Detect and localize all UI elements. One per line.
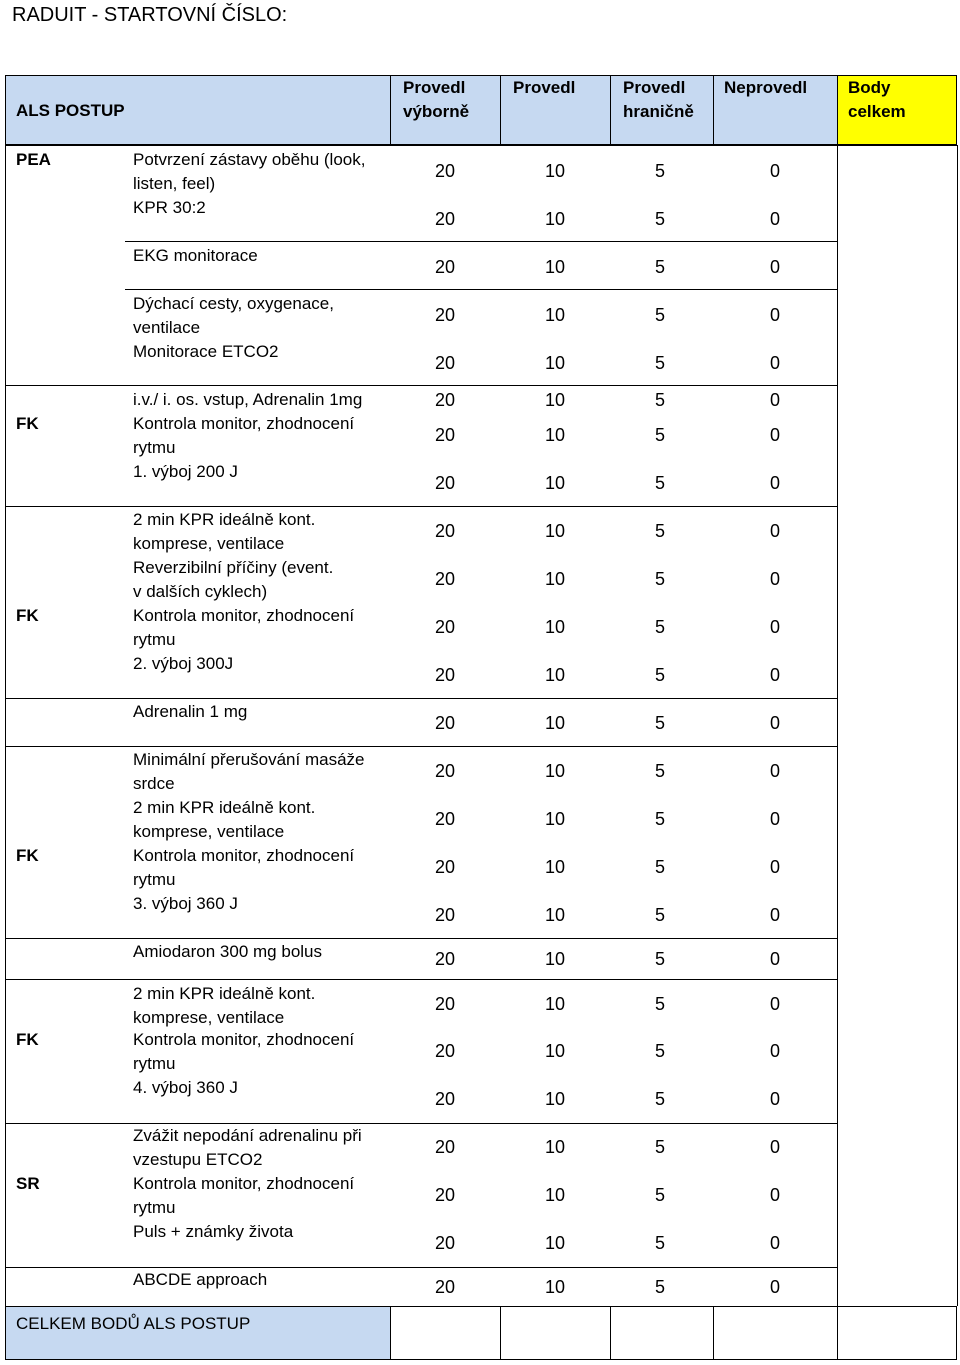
page-title: RADUIT - STARTOVNÍ ČÍSLO:: [12, 4, 288, 26]
score-option: 10: [545, 569, 566, 589]
footer-cell-done: [500, 1306, 610, 1360]
item-text: komprese, ventilace: [133, 822, 285, 841]
score-option: 5: [655, 1041, 666, 1061]
score-option: 0: [770, 1277, 781, 1297]
item-text: rytmu: [133, 1198, 176, 1217]
score-option: 5: [655, 473, 666, 493]
item-text: v dalších cyklech): [133, 582, 268, 601]
score-option: 20: [435, 994, 456, 1014]
item-text: Reverzibilní příčiny (event.: [133, 558, 334, 577]
header-col-total-line1: Body: [848, 78, 891, 97]
score-option: 10: [545, 425, 566, 445]
score-option: 0: [770, 257, 781, 277]
score-option: 0: [770, 353, 781, 373]
score-option: 5: [655, 949, 666, 969]
score-option: 20: [435, 569, 456, 589]
score-option: 5: [655, 1089, 666, 1109]
item-text: Zvážit nepodání adrenalinu při: [133, 1126, 362, 1145]
item-text: 3. výboj 360 J: [133, 894, 238, 913]
score-option: 5: [655, 1277, 666, 1297]
score-option: 10: [545, 1277, 566, 1297]
score-option: 0: [770, 857, 781, 877]
score-option: 0: [770, 305, 781, 325]
score-option: 10: [545, 209, 566, 229]
item-text: Kontrola monitor, zhodnocení: [133, 1030, 355, 1049]
item-text: 1. výboj 200 J: [133, 462, 238, 481]
score-option: 10: [545, 473, 566, 493]
score-option: 20: [435, 809, 456, 829]
score-option: 5: [655, 1137, 666, 1157]
score-option: 5: [655, 425, 666, 445]
score-option: 0: [770, 209, 781, 229]
score-option: 10: [545, 161, 566, 181]
item-text: Kontrola monitor, zhodnocení: [133, 606, 355, 625]
score-option: 0: [770, 390, 781, 410]
score-option: 10: [545, 905, 566, 925]
score-option: 20: [435, 1277, 456, 1297]
score-option: 0: [770, 569, 781, 589]
score-option: 5: [655, 617, 666, 637]
score-option: 10: [545, 1233, 566, 1253]
item-text: Puls + známky života: [133, 1222, 294, 1241]
item-text: Adrenalin 1 mg: [133, 702, 248, 721]
footer-cell-borderline: [610, 1306, 713, 1360]
header-section-label: ALS POSTUP: [16, 101, 125, 120]
item-text: 2 min KPR ideálně kont.: [133, 798, 316, 817]
score-option: 10: [545, 305, 566, 325]
footer-label: CELKEM BODŮ ALS POSTUP: [16, 1314, 251, 1333]
score-option: 5: [655, 857, 666, 877]
score-option: 20: [435, 161, 456, 181]
score-option: 5: [655, 665, 666, 685]
item-text: EKG monitorace: [133, 246, 258, 265]
score-option: 20: [435, 353, 456, 373]
score-option: 20: [435, 905, 456, 925]
score-option: 20: [435, 425, 456, 445]
score-option: 5: [655, 1233, 666, 1253]
item-text: 2 min KPR ideálně kont.: [133, 984, 316, 1003]
group-label: FK: [16, 846, 39, 865]
item-text: Kontrola monitor, zhodnocení: [133, 1174, 355, 1193]
table-footer: [5, 1306, 957, 1360]
item-text: KPR 30:2: [133, 198, 206, 217]
item-text: srdce: [133, 774, 175, 793]
score-option: 10: [545, 1185, 566, 1205]
item-text: Potvrzení zástavy oběhu (look,: [133, 150, 366, 169]
score-option: 5: [655, 713, 666, 733]
score-option: 0: [770, 473, 781, 493]
score-option: 20: [435, 305, 456, 325]
score-option: 0: [770, 994, 781, 1014]
item-text: 2 min KPR ideálně kont.: [133, 510, 316, 529]
score-option: 20: [435, 949, 456, 969]
score-option: 5: [655, 305, 666, 325]
header-col-excellent-line2: výborně: [403, 102, 470, 121]
footer-cell-not-done: [713, 1306, 837, 1360]
item-text: vzestupu ETCO2: [133, 1150, 263, 1169]
item-text: listen, feel): [133, 174, 216, 193]
score-option: 10: [545, 809, 566, 829]
score-option: 0: [770, 521, 781, 541]
item-text: Dýchací cesty, oxygenace,: [133, 294, 334, 313]
score-option: 20: [435, 521, 456, 541]
score-option: 10: [545, 521, 566, 541]
score-option: 10: [545, 1137, 566, 1157]
score-option: 5: [655, 809, 666, 829]
group-label: FK: [16, 1030, 39, 1049]
score-option: 5: [655, 161, 666, 181]
score-option: 10: [545, 1089, 566, 1109]
group-label: PEA: [16, 150, 51, 169]
score-option: 5: [655, 353, 666, 373]
score-option: 5: [655, 257, 666, 277]
item-text: komprese, ventilace: [133, 1008, 285, 1027]
score-option: 0: [770, 713, 781, 733]
score-option: 0: [770, 1185, 781, 1205]
header-col-borderline-line2: hraničně: [623, 102, 694, 121]
score-option: 0: [770, 1041, 781, 1061]
score-option: 20: [435, 390, 456, 410]
group-label: SR: [16, 1174, 40, 1193]
score-option: 20: [435, 1185, 456, 1205]
header-col-total-line2: celkem: [848, 102, 906, 121]
score-option: 20: [435, 617, 456, 637]
score-option: 0: [770, 809, 781, 829]
score-option: 10: [545, 1041, 566, 1061]
footer-cell-excellent: [390, 1306, 500, 1360]
score-option: 0: [770, 761, 781, 781]
score-option: 10: [545, 617, 566, 637]
score-option: 0: [770, 905, 781, 925]
item-text: Kontrola monitor, zhodnocení: [133, 846, 355, 865]
score-option: 20: [435, 473, 456, 493]
score-option: 10: [545, 665, 566, 685]
item-text: rytmu: [133, 1054, 176, 1073]
header-col-excellent-line1: Provedl: [403, 78, 466, 97]
item-text: ABCDE approach: [133, 1270, 268, 1289]
header-col-not-done-line1: Neprovedl: [724, 78, 808, 97]
score-option: 0: [770, 1233, 781, 1253]
item-text: komprese, ventilace: [133, 534, 285, 553]
header-col-done-line1: Provedl: [513, 78, 576, 97]
score-option: 20: [435, 257, 456, 277]
header-col-borderline-line1: Provedl: [623, 78, 686, 97]
score-option: 20: [435, 1041, 456, 1061]
score-option: 5: [655, 390, 666, 410]
score-option: 10: [545, 257, 566, 277]
score-option: 20: [435, 857, 456, 877]
score-option: 20: [435, 1089, 456, 1109]
score-option: 10: [545, 761, 566, 781]
item-text: rytmu: [133, 630, 176, 649]
score-option: 0: [770, 1137, 781, 1157]
item-text: Monitorace ETCO2: [133, 342, 279, 361]
item-text: ventilace: [133, 318, 201, 337]
score-option: 5: [655, 569, 666, 589]
score-option: 20: [435, 209, 456, 229]
score-option: 10: [545, 994, 566, 1014]
score-option: 10: [545, 713, 566, 733]
score-option: 20: [435, 1233, 456, 1253]
score-option: 0: [770, 1089, 781, 1109]
item-text: Kontrola monitor, zhodnocení: [133, 414, 355, 433]
score-option: 5: [655, 994, 666, 1014]
item-text: rytmu: [133, 438, 176, 457]
score-option: 5: [655, 521, 666, 541]
score-option: 20: [435, 713, 456, 733]
score-option: 0: [770, 425, 781, 445]
score-option: 10: [545, 353, 566, 373]
item-text: 2. výboj 300J: [133, 654, 234, 673]
group-label: FK: [16, 414, 39, 433]
score-option: 5: [655, 1185, 666, 1205]
footer-label-cell: [5, 1306, 390, 1360]
score-option: 5: [655, 209, 666, 229]
score-option: 0: [770, 949, 781, 969]
score-option: 0: [770, 617, 781, 637]
score-option: 20: [435, 761, 456, 781]
score-option: 10: [545, 857, 566, 877]
score-option: 5: [655, 905, 666, 925]
score-option: 5: [655, 761, 666, 781]
item-text: rytmu: [133, 870, 176, 889]
score-option: 0: [770, 665, 781, 685]
score-option: 20: [435, 1137, 456, 1157]
score-option: 20: [435, 665, 456, 685]
score-option: 10: [545, 390, 566, 410]
item-text: Minimální přerušování masáže: [133, 750, 365, 769]
item-text: i.v./ i. os. vstup, Adrenalin 1mg: [133, 390, 363, 409]
group-label: FK: [16, 606, 39, 625]
score-option: 10: [545, 949, 566, 969]
item-text: 4. výboj 360 J: [133, 1078, 238, 1097]
footer-cell-total: [837, 1306, 957, 1360]
item-text: Amiodaron 300 mg bolus: [133, 942, 323, 961]
score-option: 0: [770, 161, 781, 181]
